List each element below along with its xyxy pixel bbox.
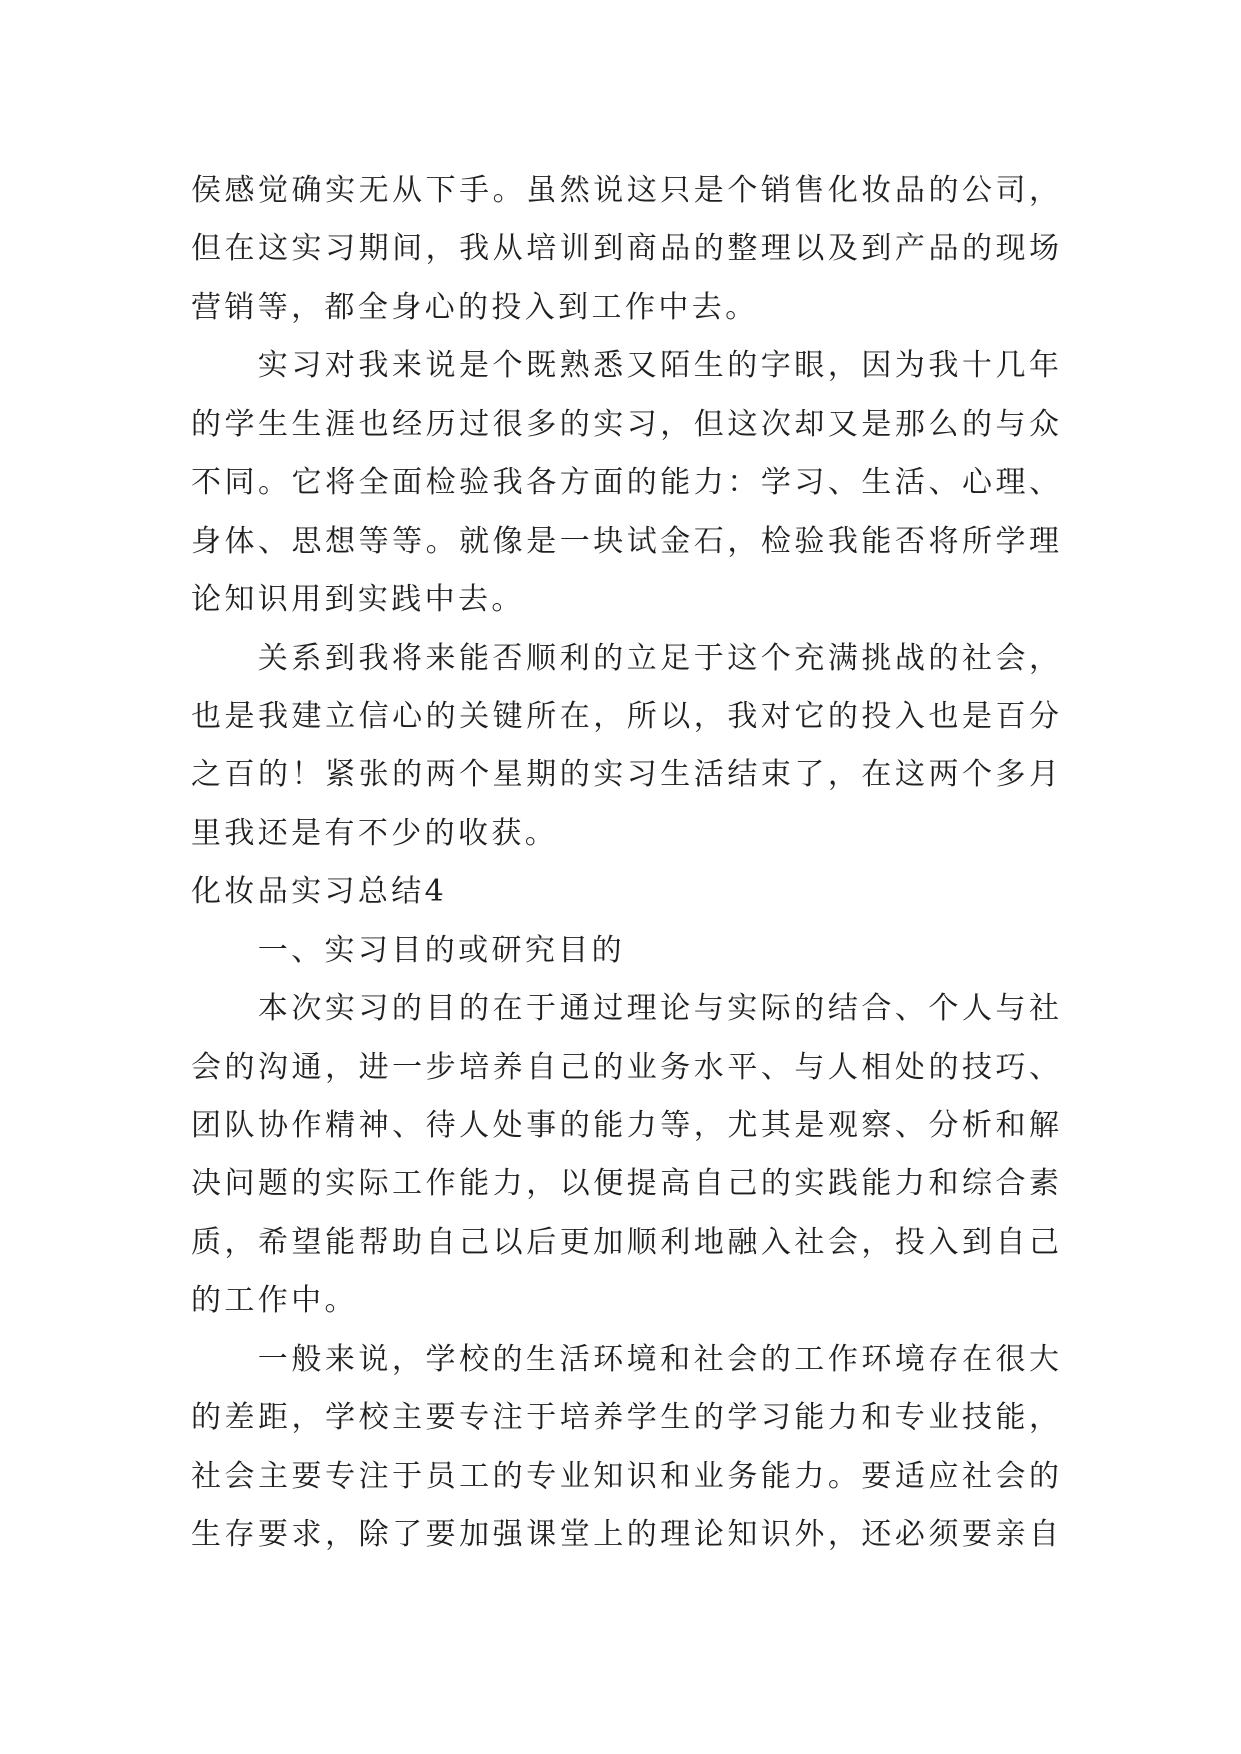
text-line: 里我还是有不少的收获。	[191, 815, 559, 851]
text-line: 但在这实习期间，我从培训到商品的整理以及到产品的现场	[191, 231, 1059, 267]
text-line: 社会主要专注于员工的专业知识和业务能力。要适应社会的	[191, 1458, 1059, 1494]
text-line: 关系到我将来能否顺利的立足于这个充满挑战的社会，	[257, 640, 1059, 676]
text-line: 会的沟通，进一步培养自己的业务水平、与人相处的技巧、	[191, 1049, 1059, 1085]
text-line: 的学生生涯也经历过很多的实习，但这次却又是那么的与众	[191, 406, 1059, 442]
text-line: 的工作中。	[191, 1283, 358, 1319]
text-line: 一般来说，学校的生活环境和社会的工作环境存在很大	[257, 1341, 1059, 1377]
continued-paragraph	[191, 162, 1059, 337]
paragraph	[191, 980, 1059, 1331]
text-line: 论知识用到实践中去。	[191, 582, 525, 618]
text-line: 之百的！紧张的两个星期的实习生活结束了，在这两个多月	[191, 757, 1059, 793]
text-line: 本次实习的目的在于通过理论与实际的结合、个人与社	[257, 991, 1059, 1027]
text-line: 实习对我来说是个既熟悉又陌生的字眼，因为我十几年	[257, 348, 1059, 384]
text-line: 营销等，都全身心的投入到工作中去。	[191, 289, 759, 325]
text-line: 身体、思想等等。就像是一块试金石，检验我能否将所学理	[191, 523, 1059, 559]
paragraph	[191, 337, 1059, 629]
document-body	[191, 162, 1059, 1565]
text-line: 团队协作精神、待人处事的能力等，尤其是观察、分析和解	[191, 1108, 1059, 1143]
text-line: 侯感觉确实无从下手。虽然说这只是个销售化妆品的公司，	[191, 173, 1059, 208]
paragraph	[191, 630, 1059, 864]
text-line: 决问题的实际工作能力，以便提高自己的实践能力和综合素	[191, 1166, 1059, 1202]
section-heading: 化妆品实习总结4	[191, 874, 448, 910]
text-line: 质，希望能帮助自己以后更加顺利地融入社会，投入到自己	[191, 1224, 1059, 1260]
text-line: 也是我建立信心的关键所在，所以，我对它的投入也是百分	[191, 698, 1059, 734]
text-line: 的差距，学校主要专注于培养学生的学习能力和专业技能，	[191, 1400, 1059, 1436]
text-line: 生存要求，除了要加强课堂上的理论知识外，还必须要亲自	[191, 1517, 1059, 1553]
subsection-heading: 一、实习目的或研究目的	[257, 932, 625, 968]
paragraph	[191, 1331, 1059, 1565]
text-line: 不同。它将全面检验我各方面的能力：学习、生活、心理、	[191, 465, 1059, 501]
